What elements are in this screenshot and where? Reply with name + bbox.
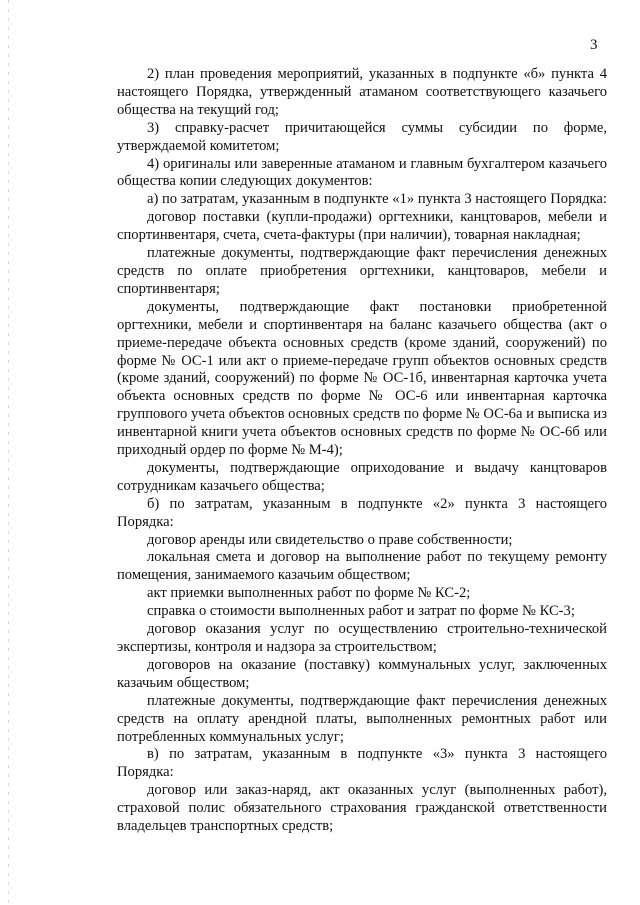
paragraph-item-b: б) по затратам, указанным в подпункте «2» пункта 3 настоящего Порядка: bbox=[117, 495, 607, 530]
paragraph-payment-documents: платежные документы, подтверждающие факт перечисления денежных средств по оплате приобретения оргтехники, канцтоваров, мебели и спортинвентаря; bbox=[117, 245, 607, 297]
paragraph-local-estimate: локальная смета и договор на выполнение работ по текущему ремонту помещения, занимаемого казачьим обществом; bbox=[117, 549, 607, 584]
paragraph-ks2-act: акт приемки выполненных работ по форме № КС-2; bbox=[147, 585, 471, 602]
paragraph-stationery-documents: документы, подтверждающие оприходование и выдачу канцтоваров сотрудникам казачьего общества; bbox=[117, 459, 607, 494]
page-number: 3 bbox=[590, 37, 598, 53]
paragraph-subitem-3: 3) справку-расчет причитающейся суммы субсидии по форме, утверждаемой комитетом; bbox=[117, 119, 607, 154]
paragraph-expertise-contract: договор оказания услуг по осуществлению строительно-технической экспертизы, контроля и надзора за строительством; bbox=[117, 621, 607, 655]
paragraph-supply-contract: договор поставки (купли-продажи) оргтехники, канцтоваров, мебели и спортинвентаря, счета, счета-фактуры (при наличии), товарная накладная; bbox=[117, 209, 607, 244]
paragraph-balance-documents: документы, подтверждающие факт постановки приобретенной оргтехники, мебели и спортинвентаря на баланс казачьего общества (акт о приеме-передаче объекта основных средств (кроме зданий, сооружений) по форме № ОС-1 или акт о приеме-передаче групп объектов основных средств (кроме зданий, сооружений) по форме № ОС-1б, инвентарная карточка учета объекта основных средств по форме № ОС-6 или инвентарная карточка группового учета объектов основных средств по форме № ОС-6а и выписка из инвентарной книги учета объектов основных средств по форме № ОС-6б или приходный ордер по форме № М-4); bbox=[117, 298, 607, 459]
paragraph-lease-contract: договор аренды или свидетельство о праве собственности; bbox=[147, 531, 513, 548]
paragraph-item-v: в) по затратам, указанным в подпункте «3» пункта 3 настоящего Порядка: bbox=[117, 746, 607, 781]
paragraph-insurance-documents: договор или заказ-наряд, акт оказанных услуг (выполненных работ), страховой полис обязательного страхования гражданской ответственности владельцев транспортных средств; bbox=[117, 782, 607, 835]
paragraph-ks3-certificate: справка о стоимости выполненных работ и затрат по форме № КС-3; bbox=[147, 603, 575, 620]
document-body bbox=[117, 66, 607, 836]
paragraph-payment-rent: платежные документы, подтверждающие факт перечисления денежных средств на оплату арендной платы, выполненных ремонтных работ или потребленных коммунальных услуг; bbox=[117, 692, 607, 745]
scan-edge-artifact bbox=[8, 0, 9, 905]
paragraph-subitem-4: 4) оригиналы или заверенные атаманом и главным бухгалтером казачьего общества копии следующих документов: bbox=[117, 155, 607, 190]
paragraph-utility-contracts: договоров на оказание (поставку) коммунальных услуг, заключенных казачьим обществом; bbox=[117, 656, 607, 691]
paragraph-item-a: а) по затратам, указанным в подпункте «1» пункта 3 настоящего Порядка: bbox=[147, 191, 607, 208]
paragraph-subitem-2: 2) план проведения мероприятий, указанных в подпункте «б» пункта 4 настоящего Порядка, утвержденный атаманом соответствующего казачьего общества на текущий год; bbox=[117, 66, 607, 118]
